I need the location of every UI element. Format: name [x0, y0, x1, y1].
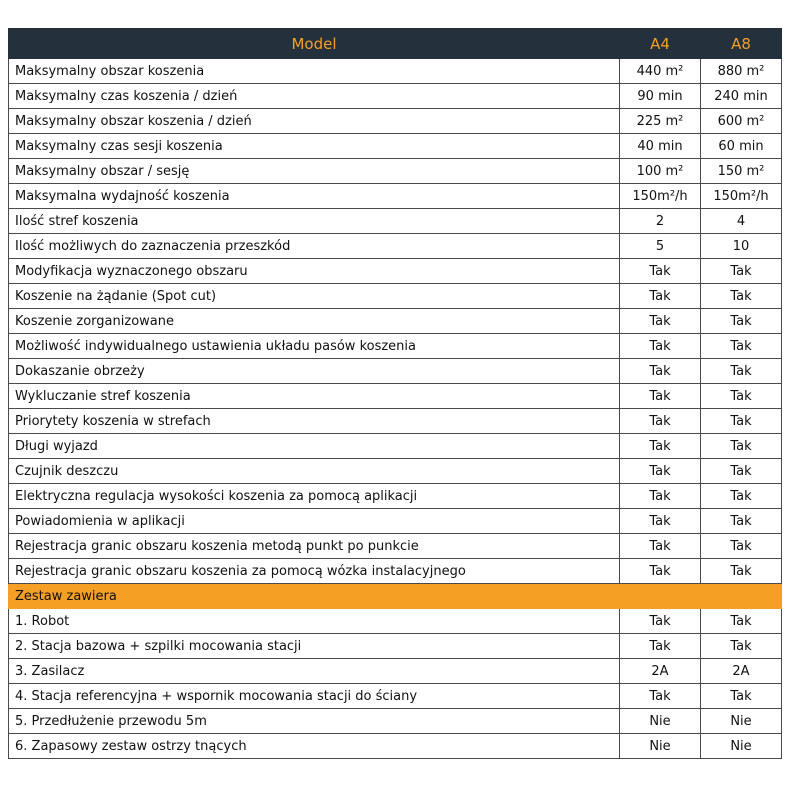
feature-label: Maksymalna wydajność koszenia [9, 184, 620, 209]
table-header-row [9, 29, 782, 59]
value-a4: Tak [620, 409, 701, 434]
value-a4: Tak [620, 509, 701, 534]
value-a4: Tak [620, 684, 701, 709]
value-a8: Tak [701, 684, 782, 709]
feature-label: Maksymalny obszar koszenia [9, 59, 620, 84]
section-title: Zestaw zawiera [9, 584, 782, 609]
value-a8: Tak [701, 284, 782, 309]
feature-row [9, 84, 782, 109]
features-section [9, 59, 782, 584]
feature-row [9, 459, 782, 484]
feature-row [9, 484, 782, 509]
contents-row [9, 609, 782, 634]
feature-row [9, 334, 782, 359]
value-a4: Tak [620, 359, 701, 384]
value-a8: 880 m² [701, 59, 782, 84]
value-a8: Tak [701, 534, 782, 559]
feature-label: Rejestracja granic obszaru koszenia metodą punkt po punkcie [9, 534, 620, 559]
feature-label: Maksymalny czas sesji koszenia [9, 134, 620, 159]
feature-label: Wykluczanie stref koszenia [9, 384, 620, 409]
feature-row [9, 359, 782, 384]
value-a8: 60 min [701, 134, 782, 159]
feature-label: Czujnik deszczu [9, 459, 620, 484]
value-a4: Tak [620, 459, 701, 484]
value-a4: Tak [620, 259, 701, 284]
value-a4: Tak [620, 309, 701, 334]
value-a8: Tak [701, 334, 782, 359]
value-a8: 600 m² [701, 109, 782, 134]
contents-row [9, 709, 782, 734]
header-model: Model [9, 29, 620, 59]
feature-label: Modyfikacja wyznaczonego obszaru [9, 259, 620, 284]
value-a8: Tak [701, 384, 782, 409]
feature-label: Priorytety koszenia w strefach [9, 409, 620, 434]
value-a4: 225 m² [620, 109, 701, 134]
header-a4: A4 [620, 29, 701, 59]
feature-label: 1. Robot [9, 609, 620, 634]
feature-row [9, 134, 782, 159]
feature-row [9, 509, 782, 534]
feature-row [9, 234, 782, 259]
feature-row [9, 259, 782, 284]
feature-label: Długi wyjazd [9, 434, 620, 459]
value-a4: Nie [620, 734, 701, 759]
value-a4: Tak [620, 559, 701, 584]
contents-header [9, 584, 782, 609]
feature-label: Maksymalny obszar / sesję [9, 159, 620, 184]
value-a8: Tak [701, 609, 782, 634]
value-a8: Tak [701, 434, 782, 459]
feature-label: 5. Przedłużenie przewodu 5m [9, 709, 620, 734]
value-a8: Tak [701, 484, 782, 509]
feature-label: Możliwość indywidualnego ustawienia układu pasów koszenia [9, 334, 620, 359]
value-a8: Tak [701, 309, 782, 334]
feature-row [9, 559, 782, 584]
header-a8: A8 [701, 29, 782, 59]
feature-label: Maksymalny obszar koszenia / dzień [9, 109, 620, 134]
feature-label: Powiadomienia w aplikacji [9, 509, 620, 534]
feature-row [9, 284, 782, 309]
value-a4: Tak [620, 434, 701, 459]
value-a8: Tak [701, 559, 782, 584]
feature-label: Rejestracja granic obszaru koszenia za pomocą wózka instalacyjnego [9, 559, 620, 584]
feature-label: Koszenie zorganizowane [9, 309, 620, 334]
feature-row [9, 384, 782, 409]
feature-label: Elektryczna regulacja wysokości koszenia za pomocą aplikacji [9, 484, 620, 509]
value-a8: Tak [701, 459, 782, 484]
value-a4: 2 [620, 209, 701, 234]
feature-row [9, 109, 782, 134]
feature-label: 3. Zasilacz [9, 659, 620, 684]
value-a8: 2A [701, 659, 782, 684]
value-a8: Tak [701, 359, 782, 384]
value-a4: Tak [620, 634, 701, 659]
contents-row [9, 734, 782, 759]
feature-label: 4. Stacja referencyjna + wspornik mocowania stacji do ściany [9, 684, 620, 709]
value-a8: 150m²/h [701, 184, 782, 209]
comparison-table [8, 28, 782, 759]
value-a4: 2A [620, 659, 701, 684]
feature-label: Ilość możliwych do zaznaczenia przeszkód [9, 234, 620, 259]
feature-row [9, 159, 782, 184]
feature-label: Koszenie na żądanie (Spot cut) [9, 284, 620, 309]
contents-row [9, 659, 782, 684]
feature-row [9, 59, 782, 84]
value-a4: 40 min [620, 134, 701, 159]
value-a4: Tak [620, 284, 701, 309]
value-a4: Tak [620, 334, 701, 359]
contents-row [9, 684, 782, 709]
value-a8: 10 [701, 234, 782, 259]
value-a8: Tak [701, 259, 782, 284]
value-a4: 100 m² [620, 159, 701, 184]
value-a8: 240 min [701, 84, 782, 109]
feature-label: Dokaszanie obrzeży [9, 359, 620, 384]
feature-row [9, 534, 782, 559]
contents-row [9, 634, 782, 659]
contents-section [9, 609, 782, 759]
feature-label: 6. Zapasowy zestaw ostrzy tnących [9, 734, 620, 759]
value-a8: Tak [701, 509, 782, 534]
feature-label: Maksymalny czas koszenia / dzień [9, 84, 620, 109]
value-a4: Nie [620, 709, 701, 734]
value-a4: Tak [620, 384, 701, 409]
feature-row [9, 309, 782, 334]
feature-label: 2. Stacja bazowa + szpilki mocowania stacji [9, 634, 620, 659]
value-a8: Nie [701, 734, 782, 759]
value-a4: Tak [620, 484, 701, 509]
value-a4: 90 min [620, 84, 701, 109]
value-a8: 150 m² [701, 159, 782, 184]
value-a8: Tak [701, 409, 782, 434]
value-a8: 4 [701, 209, 782, 234]
section-row [9, 584, 782, 609]
feature-row [9, 209, 782, 234]
value-a4: 5 [620, 234, 701, 259]
value-a4: 150m²/h [620, 184, 701, 209]
value-a8: Tak [701, 634, 782, 659]
value-a4: Tak [620, 534, 701, 559]
value-a8: Nie [701, 709, 782, 734]
feature-row [9, 434, 782, 459]
feature-label: Ilość stref koszenia [9, 209, 620, 234]
value-a4: Tak [620, 609, 701, 634]
value-a4: 440 m² [620, 59, 701, 84]
feature-row [9, 409, 782, 434]
feature-row [9, 184, 782, 209]
